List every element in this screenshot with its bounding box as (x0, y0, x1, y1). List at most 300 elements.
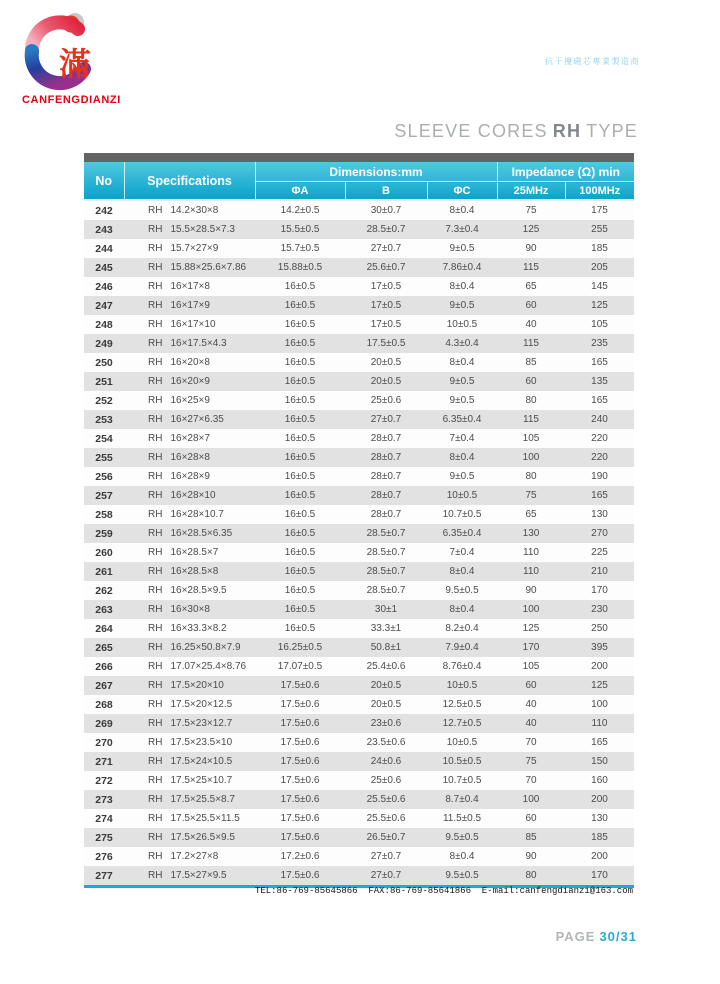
spec-size: 16×17×10 (170, 319, 216, 330)
cell-imp-25mhz: 40 (525, 319, 537, 330)
table-row (84, 410, 634, 429)
cell-no: 249 (95, 337, 113, 350)
cell-no: 262 (95, 584, 113, 597)
cell-imp-100mhz: 165 (591, 737, 608, 748)
cell-spec (124, 771, 255, 790)
spec-size: 17.5×24×10.5 (170, 756, 233, 767)
spec-series-prefix: RH (148, 756, 163, 767)
cell-imp-100mhz: 230 (591, 604, 608, 615)
cell-imp-100mhz: 270 (591, 528, 608, 539)
cell-no: 260 (95, 546, 113, 559)
spec-series-prefix: RH (148, 718, 163, 729)
cell-no: 263 (95, 603, 113, 616)
spec-series-prefix: RH (148, 433, 163, 444)
cell-spec (124, 486, 255, 505)
col-header-100mhz: 100MHz (565, 182, 634, 201)
spec-size: 17.2×27×8 (170, 851, 219, 862)
cell-dim-a: 15.88±0.5 (277, 262, 323, 273)
cell-dim-c: 10±0.5 (446, 490, 478, 501)
cell-dim-c: 9±0.5 (449, 376, 475, 387)
cell-imp-25mhz: 125 (522, 623, 540, 634)
cell-imp-25mhz: 65 (525, 509, 537, 520)
spec-series-prefix: RH (148, 547, 163, 558)
cell-no: 277 (95, 869, 113, 882)
cell-dim-c: 7±0.4 (449, 547, 475, 558)
cell-spec (124, 239, 255, 258)
cell-imp-100mhz: 125 (591, 680, 608, 691)
cell-dim-b: 23±0.6 (370, 718, 402, 729)
table-row (84, 733, 634, 752)
spec-size: 16×17.5×4.3 (170, 338, 227, 349)
table-row (84, 809, 634, 828)
cell-dim-a: 16±0.5 (284, 433, 316, 444)
cell-imp-25mhz: 85 (525, 832, 537, 843)
spec-size: 16×28.5×8 (170, 566, 219, 577)
cell-spec (124, 828, 255, 847)
cell-spec (124, 714, 255, 733)
cell-spec (124, 543, 255, 562)
cell-no: 265 (95, 641, 113, 654)
cell-no: 259 (95, 527, 113, 540)
cell-no: 276 (95, 850, 113, 863)
col-header-b: B (345, 182, 427, 201)
table-row (84, 657, 634, 676)
cell-dim-b: 28±0.7 (370, 433, 402, 444)
contact-info: TEL:86-769-85645866 FAX:86-769-85641866 E-mail:canfengdianzi@163.com (254, 886, 633, 896)
company-tagline: 抗干擾磁芯專業製造商 (545, 57, 640, 66)
col-header-phi-a: ΦA (255, 182, 345, 201)
cell-dim-a: 17.5±0.6 (280, 718, 320, 729)
cell-no: 274 (95, 812, 113, 825)
cell-no: 261 (95, 565, 113, 578)
cell-dim-b: 25.5±0.6 (366, 794, 406, 805)
cell-imp-25mhz: 105 (522, 661, 540, 672)
cell-dim-a: 17.5±0.6 (280, 737, 320, 748)
cell-dim-b: 28.5±0.7 (366, 547, 406, 558)
cell-dim-b: 28.5±0.7 (366, 224, 406, 235)
spec-size: 17.5×25.5×11.5 (170, 813, 240, 824)
cell-imp-100mhz: 210 (591, 566, 608, 577)
cell-dim-b: 20±0.5 (370, 357, 402, 368)
table-row (84, 714, 634, 733)
cell-dim-c: 8.7±0.4 (445, 794, 479, 805)
spec-size: 17.5×23.5×10 (170, 737, 233, 748)
cell-spec (124, 562, 255, 581)
cell-no: 267 (95, 679, 113, 692)
cell-imp-25mhz: 60 (525, 680, 537, 691)
cell-dim-a: 17.5±0.6 (280, 832, 320, 843)
spec-series-prefix: RH (148, 832, 163, 843)
cell-imp-100mhz: 130 (591, 813, 608, 824)
spec-size: 16×33.3×8.2 (170, 623, 227, 634)
cell-spec (124, 581, 255, 600)
cell-imp-100mhz: 135 (591, 376, 608, 387)
cell-dim-b: 17±0.5 (370, 319, 402, 330)
table-row (84, 543, 634, 562)
cell-spec (124, 296, 255, 315)
cell-imp-100mhz: 175 (591, 205, 608, 216)
cell-imp-25mhz: 100 (522, 794, 540, 805)
cell-spec (124, 334, 255, 353)
spec-series-prefix: RH (148, 281, 163, 292)
cell-dim-c: 8±0.4 (449, 281, 475, 292)
spec-series-prefix: RH (148, 851, 163, 862)
cell-dim-c: 9.5±0.5 (445, 585, 479, 596)
col-header-phi-c: ΦC (427, 182, 497, 201)
spec-series-prefix: RH (148, 870, 163, 881)
cell-imp-100mhz: 220 (591, 433, 608, 444)
table-row (84, 296, 634, 315)
col-header-dimensions: Dimensions:mm (255, 162, 497, 182)
cell-dim-a: 17.07±0.5 (277, 661, 323, 672)
cell-imp-100mhz: 185 (591, 832, 608, 843)
cell-dim-c: 9±0.5 (449, 395, 475, 406)
cell-dim-c: 12.7±0.5 (442, 718, 482, 729)
cell-imp-25mhz: 40 (525, 699, 537, 710)
table-row (84, 790, 634, 809)
cell-no: 270 (95, 736, 113, 749)
col-header-no: No (84, 162, 124, 200)
table-row (84, 638, 634, 657)
cell-imp-100mhz: 145 (591, 281, 608, 292)
cell-dim-c: 9±0.5 (449, 300, 475, 311)
cell-no: 253 (95, 413, 113, 426)
cell-dim-b: 20±0.5 (370, 376, 402, 387)
spec-series-prefix: RH (148, 262, 163, 273)
cell-no: 245 (95, 261, 113, 274)
cell-imp-100mhz: 250 (591, 623, 608, 634)
cell-dim-c: 9.5±0.5 (445, 832, 479, 843)
cell-imp-25mhz: 40 (525, 718, 537, 729)
table-row (84, 239, 634, 258)
spec-size: 17.5×23×12.7 (170, 718, 233, 729)
cell-dim-a: 17.5±0.6 (280, 756, 320, 767)
cell-spec (124, 391, 255, 410)
cell-imp-100mhz: 165 (591, 357, 608, 368)
spec-series-prefix: RH (148, 604, 163, 615)
cell-spec (124, 790, 255, 809)
cell-imp-100mhz: 235 (591, 338, 608, 349)
spec-size: 16×28.5×6.35 (170, 528, 233, 539)
cell-imp-25mhz: 75 (525, 490, 537, 501)
spec-series-prefix: RH (148, 661, 163, 672)
spec-size: 16×28×7 (170, 433, 210, 444)
cell-spec (124, 733, 255, 752)
cell-imp-25mhz: 110 (523, 547, 539, 558)
spec-table (84, 162, 634, 885)
cell-no: 256 (95, 470, 113, 483)
cell-dim-a: 16±0.5 (284, 395, 316, 406)
cell-spec (124, 220, 255, 239)
cell-dim-b: 27±0.7 (370, 243, 402, 254)
cell-dim-a: 16±0.5 (284, 319, 316, 330)
cell-imp-25mhz: 60 (525, 376, 537, 387)
cell-imp-25mhz: 80 (525, 870, 537, 881)
cell-no: 255 (95, 451, 113, 464)
table-row (84, 429, 634, 448)
spec-series-prefix: RH (148, 509, 163, 520)
cell-no: 252 (95, 394, 113, 407)
logo-crescent-icon (18, 8, 108, 100)
cell-imp-25mhz: 65 (525, 281, 537, 292)
spec-series-prefix: RH (148, 623, 163, 634)
table-row (84, 486, 634, 505)
cell-imp-100mhz: 160 (591, 775, 608, 786)
cell-dim-b: 17.5±0.5 (366, 338, 406, 349)
cell-dim-a: 15.7±0.5 (280, 243, 320, 254)
spec-series-prefix: RH (148, 338, 163, 349)
cell-no: 244 (95, 242, 113, 255)
page-number-label: PAGE (555, 929, 596, 944)
cell-dim-c: 10.7±0.5 (442, 775, 482, 786)
table-row (84, 562, 634, 581)
cell-spec (124, 258, 255, 277)
cell-spec (124, 505, 255, 524)
table-body (84, 200, 634, 885)
cell-dim-b: 50.8±1 (370, 642, 402, 653)
cell-imp-25mhz: 110 (523, 566, 539, 577)
table-row (84, 600, 634, 619)
cell-dim-b: 28.5±0.7 (366, 566, 406, 577)
cell-dim-b: 20±0.5 (370, 699, 402, 710)
spec-size: 16×28×8 (170, 452, 210, 463)
cell-dim-b: 25±0.6 (370, 395, 402, 406)
cell-imp-100mhz: 110 (591, 718, 608, 729)
spec-size: 16×30×8 (170, 604, 210, 615)
spec-table-section (84, 153, 634, 888)
cell-dim-c: 7.9±0.4 (445, 642, 479, 653)
spec-series-prefix: RH (148, 490, 163, 501)
title-suffix: TYPE (586, 121, 638, 141)
table-row (84, 524, 634, 543)
spec-size: 17.5×25×10.7 (170, 775, 233, 786)
cell-dim-b: 25.6±0.7 (366, 262, 406, 273)
cell-dim-a: 16±0.5 (284, 566, 316, 577)
spec-size: 17.5×20×10 (170, 680, 224, 691)
cell-dim-a: 16±0.5 (284, 509, 316, 520)
spec-size: 16×28.5×9.5 (170, 585, 227, 596)
spec-size: 16.25×50.8×7.9 (170, 642, 241, 653)
page-number-value: 30/31 (599, 929, 637, 944)
table-top-bar (84, 153, 634, 162)
cell-spec (124, 600, 255, 619)
cell-dim-b: 24±0.6 (370, 756, 402, 767)
cell-spec (124, 277, 255, 296)
cell-dim-b: 27±0.7 (370, 870, 402, 881)
spec-size: 15.7×27×9 (170, 243, 219, 254)
cell-dim-b: 27±0.7 (370, 851, 402, 862)
cell-spec (124, 657, 255, 676)
cell-dim-a: 16±0.5 (284, 547, 316, 558)
cell-no: 254 (95, 432, 113, 445)
cell-spec (124, 524, 255, 543)
cell-dim-a: 17.5±0.6 (280, 775, 320, 786)
cell-dim-c: 9±0.5 (449, 471, 475, 482)
cell-imp-25mhz: 115 (523, 338, 539, 349)
cell-dim-a: 16±0.5 (284, 585, 316, 596)
spec-series-prefix: RH (148, 319, 163, 330)
cell-no: 242 (95, 204, 113, 217)
cell-dim-c: 8±0.4 (449, 851, 475, 862)
cell-imp-100mhz: 220 (591, 452, 608, 463)
cell-imp-25mhz: 60 (525, 300, 537, 311)
cell-dim-c: 10±0.5 (446, 680, 478, 691)
cell-imp-25mhz: 125 (522, 224, 540, 235)
spec-size: 14.2×30×8 (170, 205, 219, 216)
table-row (84, 866, 634, 885)
cell-spec (124, 809, 255, 828)
spec-series-prefix: RH (148, 528, 163, 539)
cell-dim-c: 8±0.4 (449, 566, 475, 577)
cell-dim-a: 14.2±0.5 (280, 205, 320, 216)
table-row (84, 847, 634, 866)
spec-series-prefix: RH (148, 813, 163, 824)
cell-dim-b: 30±1 (374, 604, 398, 615)
spec-size: 16×28×10 (170, 490, 216, 501)
title-series: RH (552, 121, 582, 141)
spec-series-prefix: RH (148, 376, 163, 387)
cell-imp-100mhz: 165 (591, 490, 608, 501)
cell-imp-25mhz: 100 (522, 452, 540, 463)
cell-dim-c: 8±0.4 (449, 604, 475, 615)
cell-spec (124, 866, 255, 885)
cell-dim-a: 16±0.5 (284, 300, 316, 311)
col-header-impedance: Impedance (Ω) min (497, 162, 634, 182)
spec-size: 16×17×8 (170, 281, 210, 292)
cell-spec (124, 638, 255, 657)
spec-series-prefix: RH (148, 680, 163, 691)
col-header-25mhz: 25MHz (497, 182, 565, 201)
spec-size: 17.5×27×9.5 (170, 870, 227, 881)
cell-imp-25mhz: 100 (522, 604, 540, 615)
spec-size: 17.5×20×12.5 (170, 699, 233, 710)
cell-imp-25mhz: 75 (525, 756, 537, 767)
cell-spec (124, 410, 255, 429)
cell-no: 258 (95, 508, 113, 521)
table-row (84, 676, 634, 695)
table-row (84, 277, 634, 296)
cell-dim-c: 10.5±0.5 (442, 756, 482, 767)
spec-series-prefix: RH (148, 737, 163, 748)
spec-size: 16×17×9 (170, 300, 210, 311)
cell-spec (124, 315, 255, 334)
cell-dim-a: 15.5±0.5 (280, 224, 320, 235)
cell-no: 248 (95, 318, 113, 331)
cell-dim-b: 28±0.7 (370, 490, 402, 501)
cell-spec (124, 200, 255, 220)
cell-dim-b: 20±0.5 (370, 680, 402, 691)
cell-spec (124, 676, 255, 695)
spec-series-prefix: RH (148, 414, 163, 425)
cell-spec (124, 619, 255, 638)
cell-dim-a: 16±0.5 (284, 490, 316, 501)
cell-dim-a: 17.5±0.6 (280, 699, 320, 710)
spec-series-prefix: RH (148, 224, 163, 235)
table-header (84, 162, 634, 200)
table-row (84, 315, 634, 334)
cell-dim-b: 23.5±0.6 (366, 737, 406, 748)
cell-imp-25mhz: 115 (523, 414, 539, 425)
table-row (84, 448, 634, 467)
cell-imp-25mhz: 80 (525, 471, 537, 482)
cell-imp-25mhz: 75 (525, 205, 537, 216)
spec-series-prefix: RH (148, 452, 163, 463)
cell-imp-25mhz: 85 (525, 357, 537, 368)
table-row (84, 353, 634, 372)
spec-series-prefix: RH (148, 699, 163, 710)
cell-dim-b: 25.4±0.6 (366, 661, 406, 672)
cell-dim-a: 17.2±0.6 (280, 851, 320, 862)
cell-dim-c: 8.2±0.4 (445, 623, 479, 634)
cell-dim-c: 10.7±0.5 (442, 509, 482, 520)
table-row (84, 752, 634, 771)
cell-dim-a: 16.25±0.5 (277, 642, 323, 653)
cell-dim-a: 16±0.5 (284, 452, 316, 463)
table-row (84, 372, 634, 391)
cell-imp-100mhz: 100 (591, 699, 608, 710)
table-row (84, 619, 634, 638)
cell-imp-100mhz: 395 (591, 642, 608, 653)
cell-dim-b: 17±0.5 (370, 281, 402, 292)
cell-no: 272 (95, 774, 113, 787)
logo-character: 滿 (58, 45, 92, 83)
spec-size: 16×28×9 (170, 471, 210, 482)
cell-imp-100mhz: 165 (591, 395, 608, 406)
cell-imp-25mhz: 90 (525, 243, 537, 254)
cell-imp-100mhz: 170 (591, 870, 608, 881)
cell-dim-a: 16±0.5 (284, 528, 316, 539)
spec-size: 16×27×6.35 (170, 414, 224, 425)
cell-spec (124, 467, 255, 486)
cell-imp-25mhz: 60 (525, 813, 537, 824)
spec-series-prefix: RH (148, 566, 163, 577)
cell-dim-a: 17.5±0.6 (280, 813, 320, 824)
cell-imp-100mhz: 125 (591, 300, 608, 311)
cell-imp-100mhz: 170 (591, 585, 608, 596)
page-number (556, 929, 637, 944)
cell-dim-c: 11.5±0.5 (442, 813, 482, 824)
cell-imp-100mhz: 200 (591, 794, 608, 805)
cell-dim-b: 28±0.7 (370, 452, 402, 463)
cell-dim-b: 25±0.6 (370, 775, 402, 786)
spec-size: 15.5×28.5×7.3 (170, 224, 235, 235)
spec-series-prefix: RH (148, 585, 163, 596)
table-row (84, 334, 634, 353)
table-row (84, 200, 634, 220)
spec-size: 16×25×9 (170, 395, 210, 406)
cell-imp-25mhz: 70 (525, 775, 537, 786)
cell-imp-100mhz: 200 (591, 661, 608, 672)
cell-dim-c: 12.5±0.5 (442, 699, 482, 710)
cell-imp-100mhz: 130 (591, 509, 608, 520)
cell-dim-c: 8±0.4 (449, 205, 475, 216)
cell-no: 251 (95, 375, 113, 388)
table-row (84, 258, 634, 277)
cell-dim-c: 6.35±0.4 (442, 414, 482, 425)
cell-dim-c: 7±0.4 (449, 433, 475, 444)
cell-no: 273 (95, 793, 113, 806)
cell-dim-a: 16±0.5 (284, 471, 316, 482)
table-row (84, 828, 634, 847)
cell-imp-25mhz: 105 (522, 433, 540, 444)
cell-dim-c: 7.3±0.4 (445, 224, 479, 235)
table-row (84, 581, 634, 600)
cell-imp-25mhz: 80 (525, 395, 537, 406)
cell-dim-b: 26.5±0.7 (366, 832, 406, 843)
cell-imp-25mhz: 170 (522, 642, 540, 653)
spec-series-prefix: RH (148, 395, 163, 406)
cell-dim-b: 28.5±0.7 (366, 585, 406, 596)
